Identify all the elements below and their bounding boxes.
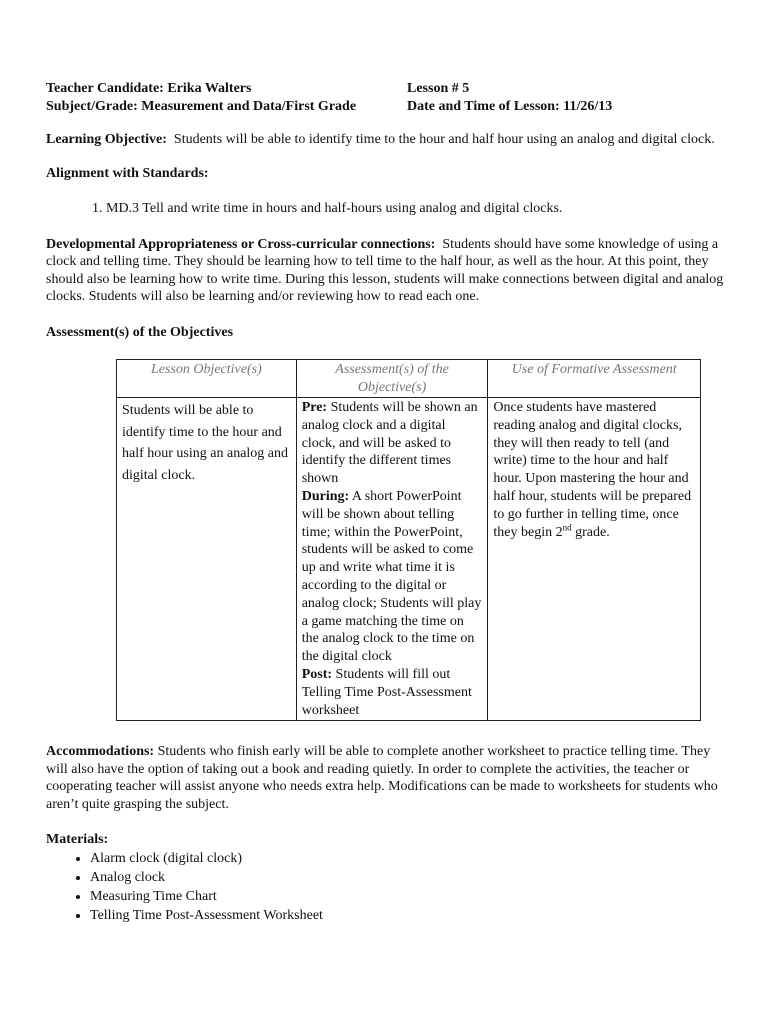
accommodations-label: Accommodations: (46, 744, 155, 760)
post-label: Post: (301, 666, 333, 682)
list-item: • Alarm clock (digital clock) (90, 849, 726, 868)
formative-cell (488, 398, 701, 721)
assessment-cell (296, 398, 488, 721)
pre-label: Pre: (301, 400, 328, 415)
lesson-plan-page (46, 80, 726, 925)
col-lesson-objectives: Lesson Objective(s) (117, 360, 297, 398)
materials-list (46, 849, 726, 925)
accommodations-section (46, 743, 726, 813)
table-header-row (117, 360, 701, 398)
list-item: • Measuring Time Chart (90, 887, 726, 906)
lesson-date: Date and Time of Lesson: 11/26/13 (407, 98, 613, 114)
pre-text: Students will be shown an analog clock and a digital clock, and will be asked to identify the different times shown (301, 400, 478, 487)
header-row-1 (46, 80, 726, 98)
alignment-heading: Alignment with Standards: (46, 165, 209, 181)
assessment-heading: Assessment(s) of the Objectives (46, 324, 234, 340)
objective-cell: Students will be able to identify time to the hour and half hour using an analog and digital clock. (117, 398, 297, 721)
teacher-candidate: Teacher Candidate: Erika Walters (46, 81, 252, 96)
formative-text: Once students have mastered reading analog and digital clocks, they will then ready to tell (and write) time to the hour and half hour. Upon mastering the hour and half hour, students will be prepared to go further in telling time, once they begin 2 (493, 400, 692, 540)
learning-objective (46, 131, 726, 149)
during-text: A short PowerPoint will be shown about telling time; within the PowerPoint, students will be asked to come up and write what time it is according to the digital or analog clock; Students will play a game matching the time on the analog clock to the time on the digital clock (301, 488, 482, 665)
header-row-2 (46, 98, 726, 116)
developmental-label: Developmental Appropriateness or Cross-curricular connections: (46, 236, 436, 252)
developmental-section (46, 236, 726, 306)
list-item: • Telling Time Post-Assessment Worksheet (90, 906, 726, 925)
col-formative: Use of Formative Assessment (488, 360, 701, 398)
formative-sup: nd (562, 521, 572, 532)
learning-objective-text: Students will be able to identify time to the hour and half hour using an analog and digital clock. (173, 132, 715, 147)
learning-objective-label: Learning Objective: (46, 132, 167, 147)
col-assessments: Assessment(s) of the Objective(s) (296, 360, 488, 398)
lesson-number: Lesson # 5 (407, 81, 470, 96)
materials-heading: Materials: (46, 832, 109, 848)
formative-end: grade. (571, 524, 610, 540)
subject-grade: Subject/Grade: Measurement and Data/First Grade (46, 98, 357, 114)
list-item: • Analog clock (90, 868, 726, 887)
assessment-table (116, 359, 701, 721)
post-text: Students will fill out Telling Time Post-Assessment worksheet (301, 666, 472, 718)
table-row (117, 398, 701, 721)
accommodations-text: Students who finish early will be able to complete another worksheet to practice telling time. They will also have the option of taking out a book and reading quietly. In order to complete the activities, the teacher or cooperating teacher will assist anyone who needs extra help. Modifications can be made to worksheets for students who aren’t quite grasping the subject. (46, 744, 718, 812)
developmental-text: Students should have some knowledge of using a clock and telling time. They should be learning how to tell time to the half hour, as well as the hour. At this point, they should also be learning how to write time. During this lesson, students will make connections between digital and analog clocks. Students will also be learning and/or reviewing how to read each one. (46, 236, 724, 304)
during-label: During: (301, 488, 350, 504)
standard-item: 1. MD.3 Tell and write time in hours and half-hours using analog and digital clocks. (92, 201, 563, 216)
